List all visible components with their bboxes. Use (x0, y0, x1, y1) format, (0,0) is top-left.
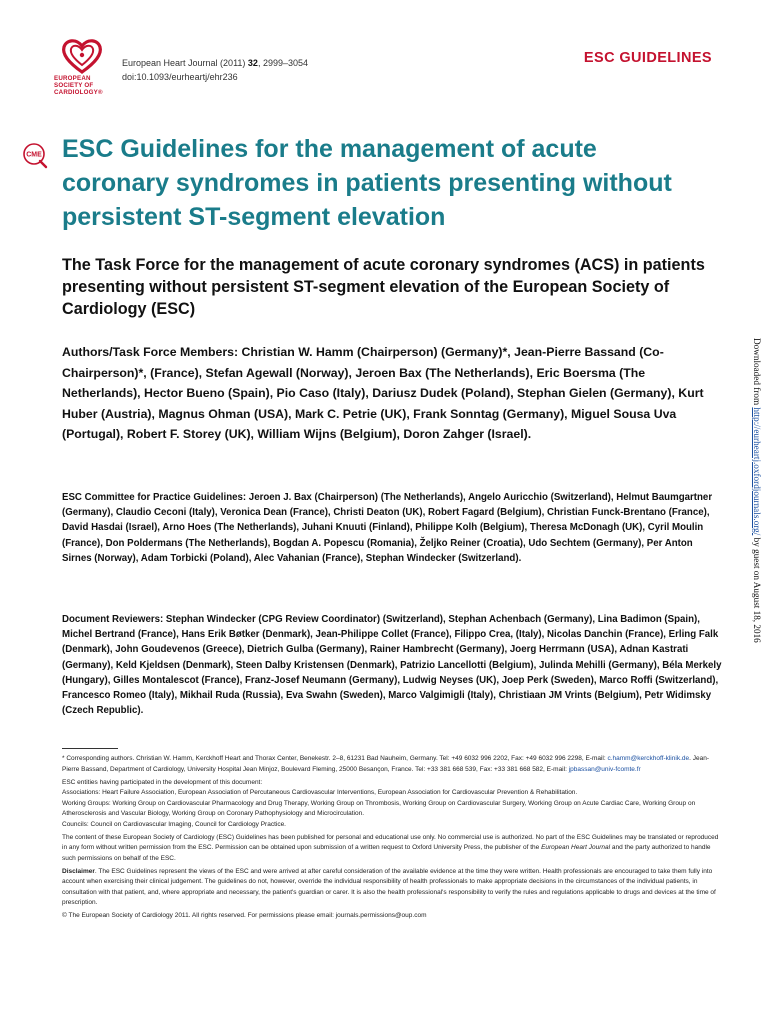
journal-citation (122, 56, 308, 84)
email-link-hamm[interactable]: c.hamm@kerckhoff-klinik.de (607, 755, 690, 762)
logo-line-2: SOCIETY OF (54, 82, 94, 89)
footnotes (62, 754, 722, 924)
cme-label: CME (26, 151, 42, 159)
content-text-1: The content of these European Society of Cardiology (ESC) Guidelines has been published for personal and educational use only. No commercial use is authorized. No part of the ESC Guidelines may be translated or reproduced in any form without written permission from the ESC. Permission can be obtained upon submission of a written request to Oxford University Press, the publisher of the (62, 833, 719, 851)
download-suffix: by guest on August 18, 2016 (752, 535, 762, 643)
heart-logo-icon (60, 38, 104, 74)
journal-name: European Heart Journal (2011) (122, 58, 248, 68)
journal-title-italic: European Heart Journal (541, 844, 611, 851)
logo-line-3: CARDIOLOGY® (54, 89, 103, 96)
article-title: ESC Guidelines for the management of acute coronary syndromes in patients presenting without persistent ST-segment elevation (62, 135, 672, 231)
cme-badge[interactable] (20, 140, 50, 175)
download-source-link[interactable]: http://eurheartj.oxfordjournals.org/ (752, 407, 762, 536)
esc-logo (54, 38, 116, 96)
footnote-divider (62, 748, 118, 749)
authors-list: Authors/Task Force Members: Christian W. Hamm (Chairperson) (Germany)*, Jean-Pierre Bassand (Co-Chairperson)*, (France), Stefan Agewall (Norway), Jeroen Bax (The Netherlands), Eric Boersma (The Netherlands), Hector Bueno (Spain), Pio Caso (Italy), Dariusz Dudek (Poland), Stephan Gielen (Germany), Kurt Huber (Austria), Magnus Ohman (USA), Mark C. Petrie (UK), Frank Sonntag (Germany), Miguel Sousa Uva (Portugal), Robert F. Storey (UK), William Wijns (Belgium), Doron Zahger (Israel). (62, 345, 704, 441)
committee-list: ESC Committee for Practice Guidelines: Jeroen J. Bax (Chairperson) (The Netherlands), Angelo Auricchio (Switzerland), Helmut Baumgartner (Germany), Claudio Ceconi (Italy), Veronica Dean (France), Christi Deaton (UK), Robert Fagard (Belgium), Christian Funck-Brentano (France), David Hasdai (Israel), Arno Hoes (The Netherlands), Juhani Knuuti (Finland), Philippe Kolh (Belgium), Theresa McDonagh (UK), Cyril Moulin (France), Don Poldermans (The Netherlands), Bogdan A. Popescu (Romania), Željko Reiner (Croatia), Udo Sechtem (Germany), Per Anton Sirnes (Norway), Adam Torbicki (Poland), Alec Vahanian (France), Stephan Windecker (Switzerland). (62, 492, 713, 564)
associations: Associations: Heart Failure Association, European Association of Percutaneous Cardiovascular Interventions, European Association for Cardiovascular Prevention & Rehabilitation. (62, 789, 578, 796)
content-notice (62, 833, 722, 865)
corresponding-authors (62, 754, 722, 775)
entities-intro: ESC entities having participated in the development of this document: (62, 778, 263, 786)
entities-block (62, 778, 722, 831)
article-subtitle: The Task Force for the management of acute coronary syndromes (ACS) in patients presenting without persistent ST-segment elevation of the European Society of Cardiology (ESC) (62, 256, 705, 318)
copyright: © The European Society of Cardiology 2011. All rights reserved. For permissions please email: journals.permissions@oup.com (62, 912, 427, 919)
section-label: ESC GUIDELINES (583, 50, 712, 66)
disclaimer (62, 867, 722, 909)
content-text-2: and the party authorized to handle such permissions on behalf of the ESC. (62, 844, 711, 862)
doi[interactable]: doi:10.1093/eurheartj/ehr236 (122, 72, 238, 82)
reviewers-list: Document Reviewers: Stephan Windecker (CPG Review Coordinator) (Switzerland), Stephan Achenbach (Germany), Lina Badimon (Spain), Michel Bertrand (France), Hans Erik Bøtker (Denmark), Jean-Philippe Collet (France), Filippo Crea, (Italy), Nicolas Danchin (France), Erling Falk (Denmark), John Goudevenos (Greece), Dietrich Gulba (Germany), Rainer Hambrecht (Germany), Joerg Herrmann (USA), Adnan Kastrati (Germany), Keld Kjeldsen (Denmark), Steen Dalby Kristensen (Denmark), Patrizio Lancellotti (Belgium), Julinda Mehilli (Germany), Béla Merkely (Hungary), Gilles Montalescot (France), Franz-Josef Neumann (Germany), Ludwig Neyses (UK), Joep Perk (Sweden), Marco Roffi (Switzerland), Francesco Romeo (Italy), Mikhail Ruda (Russia), Eva Swahn (Sweden), Marco Valgimigli (Italy), Christiaan JM Vrints (Belgium), Petr Widimsky (Czech Republic). (62, 614, 722, 717)
download-prefix: Downloaded from (752, 338, 762, 408)
working-groups: Working Groups: Working Group on Cardiovascular Pharmacology and Drug Therapy, Working Group on Thrombosis, Working Group on Cardiovascular Surgery, Working Group on Acute Cardiac Care, Working Group on Atherosclerosis and Vascular Biology, Working Group on Coronary Pathophysiology and Microcirculation. (62, 799, 696, 817)
logo-line-1: EUROPEAN (54, 75, 91, 82)
corresponding-text-2: . Jean-Pierre Bassand, Department of Cardiology, University Hospital Jean Minjoz, Boulevard Fleming, 25000 Besançon, France. Tel: +33 381 668 539, Fax: +33 381 668 582, E-mail: (62, 755, 709, 773)
journal-pages: , 2999–3054 (257, 58, 308, 68)
download-stamp (750, 338, 764, 688)
download-stamp-text (752, 338, 762, 643)
disclaimer-text: . The ESC Guidelines represent the views of the ESC and were arrived at after careful consideration of the available evidence at the time they were written. Health professionals are encouraged to take them fully into account when exercising their clinical judgement. The guidelines do not, however, override the individual responsibility of health professionals to make appropriate decisions in the circumstances of the individual patients, in consultation with that patient, and, where appropriate and necessary, the patient's guardian or carer. It is also the health professional's responsibility to verify the rules and regulations applicable to drugs and devices at the time of prescription. (62, 867, 716, 906)
corresponding-text-1: * Corresponding authors. Christian W. Hamm, Kerckhoff Heart and Thorax Center, Benekestr. 2–8, 61231 Bad Nauheim, Germany. Tel: +49 6032 996 2202, Fax: +49 6032 996 2298, E-mail: (62, 755, 608, 762)
councils: Councils: Council on Cardiovascular Imaging, Council for Cardiology Practice. (62, 820, 286, 828)
journal-volume: 32 (247, 58, 258, 68)
email-link-bassand[interactable]: jpbassan@univ-fcomte.fr (568, 765, 641, 773)
disclaimer-label: Disclaimer (62, 867, 95, 875)
cme-icon (20, 140, 50, 170)
